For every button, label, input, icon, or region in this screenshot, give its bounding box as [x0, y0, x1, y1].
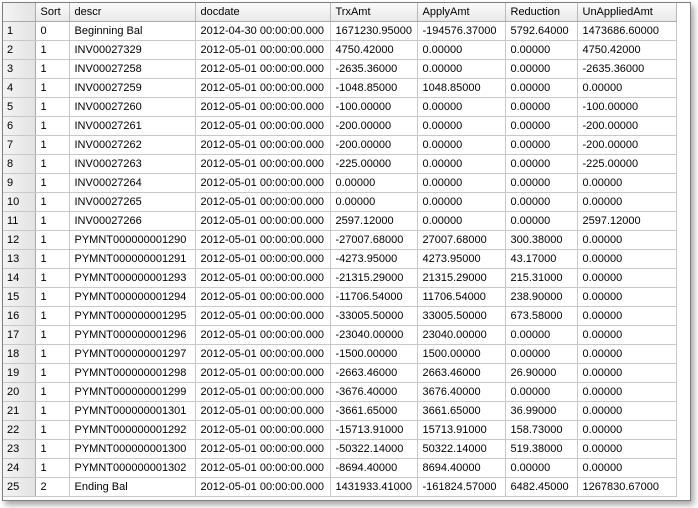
- sort-cell[interactable]: 1: [35, 250, 69, 269]
- table-row[interactable]: [3, 60, 676, 79]
- applyamt-cell[interactable]: 4273.95000: [417, 250, 505, 269]
- descr-cell[interactable]: Beginning Bal: [69, 22, 195, 41]
- row-number[interactable]: 20: [3, 383, 35, 402]
- applyamt-cell[interactable]: 3676.40000: [417, 383, 505, 402]
- reduction-cell[interactable]: 26.90000: [505, 364, 577, 383]
- descr-cell[interactable]: PYMNT000000001292: [69, 421, 195, 440]
- descr-cell[interactable]: PYMNT000000001301: [69, 402, 195, 421]
- sort-cell[interactable]: 1: [35, 421, 69, 440]
- table-row[interactable]: [3, 193, 676, 212]
- table-row[interactable]: [3, 288, 676, 307]
- reduction-cell[interactable]: 0.00000: [505, 60, 577, 79]
- docdate-cell[interactable]: 2012-05-01 00:00:00.000: [195, 231, 330, 250]
- sort-cell[interactable]: 1: [35, 402, 69, 421]
- column-header-reduction[interactable]: Reduction: [505, 3, 577, 22]
- trxamt-cell[interactable]: -2635.36000: [330, 60, 417, 79]
- descr-cell[interactable]: INV00027266: [69, 212, 195, 231]
- sort-cell[interactable]: 1: [35, 345, 69, 364]
- applyamt-cell[interactable]: 0.00000: [417, 212, 505, 231]
- trxamt-cell[interactable]: 2597.12000: [330, 212, 417, 231]
- trxamt-cell[interactable]: -21315.29000: [330, 269, 417, 288]
- unappliedamt-cell[interactable]: 0.00000: [577, 440, 676, 459]
- docdate-cell[interactable]: 2012-05-01 00:00:00.000: [195, 269, 330, 288]
- row-number[interactable]: 3: [3, 60, 35, 79]
- descr-cell[interactable]: PYMNT000000001290: [69, 231, 195, 250]
- descr-cell[interactable]: PYMNT000000001300: [69, 440, 195, 459]
- header-row: [3, 3, 676, 22]
- unappliedamt-cell[interactable]: 0.00000: [577, 345, 676, 364]
- unappliedamt-cell[interactable]: -2635.36000: [577, 60, 676, 79]
- unappliedamt-cell[interactable]: -225.00000: [577, 155, 676, 174]
- sort-cell[interactable]: 1: [35, 364, 69, 383]
- applyamt-cell[interactable]: 21315.29000: [417, 269, 505, 288]
- docdate-cell[interactable]: 2012-05-01 00:00:00.000: [195, 98, 330, 117]
- unappliedamt-cell[interactable]: 0.00000: [577, 250, 676, 269]
- column-header-trxamt[interactable]: TrxAmt: [330, 3, 417, 22]
- table-row[interactable]: [3, 41, 676, 60]
- docdate-cell[interactable]: 2012-05-01 00:00:00.000: [195, 155, 330, 174]
- applyamt-cell[interactable]: 0.00000: [417, 117, 505, 136]
- table-row[interactable]: [3, 136, 676, 155]
- descr-cell[interactable]: PYMNT000000001302: [69, 459, 195, 478]
- unappliedamt-cell[interactable]: 2597.12000: [577, 212, 676, 231]
- grid-body: [3, 22, 676, 497]
- reduction-cell[interactable]: 519.38000: [505, 440, 577, 459]
- trxamt-cell[interactable]: -200.00000: [330, 117, 417, 136]
- docdate-cell[interactable]: 2012-05-01 00:00:00.000: [195, 307, 330, 326]
- sort-cell[interactable]: 1: [35, 136, 69, 155]
- reduction-cell[interactable]: 0.00000: [505, 41, 577, 60]
- docdate-cell[interactable]: 2012-05-01 00:00:00.000: [195, 459, 330, 478]
- row-number[interactable]: 22: [3, 421, 35, 440]
- unappliedamt-cell[interactable]: 0.00000: [577, 326, 676, 345]
- table-row[interactable]: [3, 269, 676, 288]
- table-row[interactable]: [3, 440, 676, 459]
- row-number[interactable]: 4: [3, 79, 35, 98]
- unappliedamt-cell[interactable]: 0.00000: [577, 288, 676, 307]
- descr-cell[interactable]: INV00027261: [69, 117, 195, 136]
- trxamt-cell[interactable]: -15713.91000: [330, 421, 417, 440]
- corner-cell[interactable]: [3, 3, 35, 22]
- docdate-cell[interactable]: 2012-05-01 00:00:00.000: [195, 364, 330, 383]
- applyamt-cell[interactable]: 1500.00000: [417, 345, 505, 364]
- unappliedamt-cell[interactable]: 0.00000: [577, 193, 676, 212]
- unappliedamt-cell[interactable]: -200.00000: [577, 136, 676, 155]
- sort-cell[interactable]: 0: [35, 22, 69, 41]
- sort-cell[interactable]: 1: [35, 326, 69, 345]
- table-row[interactable]: [3, 345, 676, 364]
- descr-cell[interactable]: PYMNT000000001299: [69, 383, 195, 402]
- docdate-cell[interactable]: 2012-05-01 00:00:00.000: [195, 478, 330, 497]
- descr-cell[interactable]: PYMNT000000001293: [69, 269, 195, 288]
- docdate-cell[interactable]: 2012-05-01 00:00:00.000: [195, 345, 330, 364]
- row-number[interactable]: 10: [3, 193, 35, 212]
- unappliedamt-cell[interactable]: 0.00000: [577, 174, 676, 193]
- row-number[interactable]: 19: [3, 364, 35, 383]
- table-row[interactable]: [3, 250, 676, 269]
- row-number[interactable]: 11: [3, 212, 35, 231]
- sort-cell[interactable]: 1: [35, 155, 69, 174]
- docdate-cell[interactable]: 2012-05-01 00:00:00.000: [195, 136, 330, 155]
- unappliedamt-cell[interactable]: 0.00000: [577, 421, 676, 440]
- docdate-cell[interactable]: 2012-05-01 00:00:00.000: [195, 288, 330, 307]
- descr-cell[interactable]: INV00027258: [69, 60, 195, 79]
- reduction-cell[interactable]: 0.00000: [505, 193, 577, 212]
- table-row[interactable]: [3, 79, 676, 98]
- docdate-cell[interactable]: 2012-05-01 00:00:00.000: [195, 212, 330, 231]
- trxamt-cell[interactable]: -33005.50000: [330, 307, 417, 326]
- descr-cell[interactable]: PYMNT000000001297: [69, 345, 195, 364]
- trxamt-cell[interactable]: -1500.00000: [330, 345, 417, 364]
- trxamt-cell[interactable]: -100.00000: [330, 98, 417, 117]
- column-header-descr[interactable]: descr: [69, 3, 195, 22]
- docdate-cell[interactable]: 2012-05-01 00:00:00.000: [195, 79, 330, 98]
- reduction-cell[interactable]: 43.17000: [505, 250, 577, 269]
- descr-cell[interactable]: PYMNT000000001298: [69, 364, 195, 383]
- sort-cell[interactable]: 1: [35, 383, 69, 402]
- table-row[interactable]: [3, 22, 676, 41]
- column-header-applyamt[interactable]: ApplyAmt: [417, 3, 505, 22]
- sort-cell[interactable]: 1: [35, 98, 69, 117]
- row-number[interactable]: 21: [3, 402, 35, 421]
- row-number[interactable]: 17: [3, 326, 35, 345]
- column-header-unappliedamt[interactable]: UnAppliedAmt: [577, 3, 676, 22]
- row-number[interactable]: 16: [3, 307, 35, 326]
- applyamt-cell[interactable]: 8694.40000: [417, 459, 505, 478]
- row-number[interactable]: 9: [3, 174, 35, 193]
- row-number[interactable]: 25: [3, 478, 35, 497]
- applyamt-cell[interactable]: 0.00000: [417, 136, 505, 155]
- trxamt-cell[interactable]: -3676.40000: [330, 383, 417, 402]
- applyamt-cell[interactable]: 0.00000: [417, 155, 505, 174]
- applyamt-cell[interactable]: 27007.68000: [417, 231, 505, 250]
- descr-cell[interactable]: INV00027329: [69, 41, 195, 60]
- applyamt-cell[interactable]: 0.00000: [417, 41, 505, 60]
- docdate-cell[interactable]: 2012-05-01 00:00:00.000: [195, 60, 330, 79]
- table-row[interactable]: [3, 231, 676, 250]
- row-number[interactable]: 1: [3, 22, 35, 41]
- table-row[interactable]: [3, 421, 676, 440]
- docdate-cell[interactable]: 2012-05-01 00:00:00.000: [195, 117, 330, 136]
- unappliedamt-cell[interactable]: 0.00000: [577, 459, 676, 478]
- row-number[interactable]: 2: [3, 41, 35, 60]
- docdate-cell[interactable]: 2012-05-01 00:00:00.000: [195, 440, 330, 459]
- unappliedamt-cell[interactable]: 4750.42000: [577, 41, 676, 60]
- table-row[interactable]: [3, 117, 676, 136]
- sort-cell[interactable]: 1: [35, 269, 69, 288]
- descr-cell[interactable]: INV00027262: [69, 136, 195, 155]
- docdate-cell[interactable]: 2012-05-01 00:00:00.000: [195, 250, 330, 269]
- results-grid: [3, 3, 677, 497]
- applyamt-cell[interactable]: 0.00000: [417, 60, 505, 79]
- column-header-docdate[interactable]: docdate: [195, 3, 330, 22]
- reduction-cell[interactable]: 6482.45000: [505, 478, 577, 497]
- sort-cell[interactable]: 1: [35, 79, 69, 98]
- row-number[interactable]: 12: [3, 231, 35, 250]
- sort-cell[interactable]: 1: [35, 440, 69, 459]
- table-row[interactable]: [3, 212, 676, 231]
- unappliedamt-cell[interactable]: -200.00000: [577, 117, 676, 136]
- unappliedamt-cell[interactable]: 0.00000: [577, 364, 676, 383]
- sort-cell[interactable]: 1: [35, 212, 69, 231]
- reduction-cell[interactable]: 0.00000: [505, 212, 577, 231]
- trxamt-cell[interactable]: -1048.85000: [330, 79, 417, 98]
- reduction-cell[interactable]: 300.38000: [505, 231, 577, 250]
- reduction-cell[interactable]: 238.90000: [505, 288, 577, 307]
- row-number[interactable]: 7: [3, 136, 35, 155]
- reduction-cell[interactable]: 673.58000: [505, 307, 577, 326]
- table-row[interactable]: [3, 98, 676, 117]
- applyamt-cell[interactable]: 33005.50000: [417, 307, 505, 326]
- sort-cell[interactable]: 1: [35, 459, 69, 478]
- sort-cell[interactable]: 1: [35, 41, 69, 60]
- sort-cell[interactable]: 1: [35, 60, 69, 79]
- applyamt-cell[interactable]: 11706.54000: [417, 288, 505, 307]
- table-row[interactable]: [3, 459, 676, 478]
- trxamt-cell[interactable]: 4750.42000: [330, 41, 417, 60]
- descr-cell[interactable]: INV00027265: [69, 193, 195, 212]
- descr-cell[interactable]: INV00027263: [69, 155, 195, 174]
- sort-cell[interactable]: 1: [35, 231, 69, 250]
- trxamt-cell[interactable]: -8694.40000: [330, 459, 417, 478]
- unappliedamt-cell[interactable]: 0.00000: [577, 402, 676, 421]
- trxamt-cell[interactable]: -2663.46000: [330, 364, 417, 383]
- unappliedamt-cell[interactable]: 0.00000: [577, 383, 676, 402]
- descr-cell[interactable]: Ending Bal: [69, 478, 195, 497]
- unappliedamt-cell[interactable]: 0.00000: [577, 79, 676, 98]
- docdate-cell[interactable]: 2012-05-01 00:00:00.000: [195, 174, 330, 193]
- reduction-cell[interactable]: 0.00000: [505, 98, 577, 117]
- reduction-cell[interactable]: 0.00000: [505, 117, 577, 136]
- docdate-cell[interactable]: 2012-04-30 00:00:00.000: [195, 22, 330, 41]
- trxamt-cell[interactable]: 1431933.41000: [330, 478, 417, 497]
- reduction-cell[interactable]: 0.00000: [505, 155, 577, 174]
- reduction-cell[interactable]: 0.00000: [505, 383, 577, 402]
- row-number[interactable]: 14: [3, 269, 35, 288]
- trxamt-cell[interactable]: -11706.54000: [330, 288, 417, 307]
- unappliedamt-cell[interactable]: 1267830.67000: [577, 478, 676, 497]
- descr-cell[interactable]: PYMNT000000001295: [69, 307, 195, 326]
- table-row[interactable]: [3, 326, 676, 345]
- sort-cell[interactable]: 1: [35, 193, 69, 212]
- trxamt-cell[interactable]: -3661.65000: [330, 402, 417, 421]
- table-row[interactable]: [3, 364, 676, 383]
- unappliedamt-cell[interactable]: 1473686.60000: [577, 22, 676, 41]
- sort-cell[interactable]: 1: [35, 288, 69, 307]
- trxamt-cell[interactable]: -27007.68000: [330, 231, 417, 250]
- trxamt-cell[interactable]: -50322.14000: [330, 440, 417, 459]
- applyamt-cell[interactable]: 0.00000: [417, 193, 505, 212]
- applyamt-cell[interactable]: 23040.00000: [417, 326, 505, 345]
- applyamt-cell[interactable]: 0.00000: [417, 174, 505, 193]
- trxamt-cell[interactable]: -225.00000: [330, 155, 417, 174]
- unappliedamt-cell[interactable]: 0.00000: [577, 231, 676, 250]
- sort-cell[interactable]: 1: [35, 174, 69, 193]
- reduction-cell[interactable]: 0.00000: [505, 459, 577, 478]
- table-row[interactable]: [3, 307, 676, 326]
- unappliedamt-cell[interactable]: -100.00000: [577, 98, 676, 117]
- applyamt-cell[interactable]: 0.00000: [417, 98, 505, 117]
- reduction-cell[interactable]: 0.00000: [505, 136, 577, 155]
- reduction-cell[interactable]: 215.31000: [505, 269, 577, 288]
- trxamt-cell[interactable]: -4273.95000: [330, 250, 417, 269]
- descr-cell[interactable]: PYMNT000000001291: [69, 250, 195, 269]
- applyamt-cell[interactable]: 3661.65000: [417, 402, 505, 421]
- descr-cell[interactable]: INV00027259: [69, 79, 195, 98]
- descr-cell[interactable]: INV00027264: [69, 174, 195, 193]
- docdate-cell[interactable]: 2012-05-01 00:00:00.000: [195, 326, 330, 345]
- row-number[interactable]: 18: [3, 345, 35, 364]
- descr-cell[interactable]: INV00027260: [69, 98, 195, 117]
- results-grid-frame: [2, 2, 691, 501]
- row-number[interactable]: 23: [3, 440, 35, 459]
- reduction-cell[interactable]: 5792.64000: [505, 22, 577, 41]
- row-number[interactable]: 15: [3, 288, 35, 307]
- reduction-cell[interactable]: 0.00000: [505, 326, 577, 345]
- trxamt-cell[interactable]: 0.00000: [330, 174, 417, 193]
- reduction-cell[interactable]: 0.00000: [505, 174, 577, 193]
- row-number[interactable]: 13: [3, 250, 35, 269]
- trxamt-cell[interactable]: 0.00000: [330, 193, 417, 212]
- applyamt-cell[interactable]: 1048.85000: [417, 79, 505, 98]
- sort-cell[interactable]: 1: [35, 307, 69, 326]
- applyamt-cell[interactable]: 50322.14000: [417, 440, 505, 459]
- docdate-cell[interactable]: 2012-05-01 00:00:00.000: [195, 193, 330, 212]
- table-row[interactable]: [3, 478, 676, 497]
- reduction-cell[interactable]: 0.00000: [505, 345, 577, 364]
- docdate-cell[interactable]: 2012-05-01 00:00:00.000: [195, 383, 330, 402]
- column-header-sort[interactable]: Sort: [35, 3, 69, 22]
- table-row[interactable]: [3, 383, 676, 402]
- applyamt-cell[interactable]: -161824.57000: [417, 478, 505, 497]
- sort-cell[interactable]: 1: [35, 117, 69, 136]
- table-row[interactable]: [3, 174, 676, 193]
- applyamt-cell[interactable]: 15713.91000: [417, 421, 505, 440]
- descr-cell[interactable]: PYMNT000000001294: [69, 288, 195, 307]
- trxamt-cell[interactable]: -23040.00000: [330, 326, 417, 345]
- row-number[interactable]: 8: [3, 155, 35, 174]
- reduction-cell[interactable]: 0.00000: [505, 79, 577, 98]
- docdate-cell[interactable]: 2012-05-01 00:00:00.000: [195, 421, 330, 440]
- table-row[interactable]: [3, 155, 676, 174]
- sort-cell[interactable]: 2: [35, 478, 69, 497]
- docdate-cell[interactable]: 2012-05-01 00:00:00.000: [195, 41, 330, 60]
- row-number[interactable]: 5: [3, 98, 35, 117]
- reduction-cell[interactable]: 158.73000: [505, 421, 577, 440]
- unappliedamt-cell[interactable]: 0.00000: [577, 307, 676, 326]
- docdate-cell[interactable]: 2012-05-01 00:00:00.000: [195, 402, 330, 421]
- table-row[interactable]: [3, 402, 676, 421]
- unappliedamt-cell[interactable]: 0.00000: [577, 269, 676, 288]
- applyamt-cell[interactable]: -194576.37000: [417, 22, 505, 41]
- reduction-cell[interactable]: 36.99000: [505, 402, 577, 421]
- descr-cell[interactable]: PYMNT000000001296: [69, 326, 195, 345]
- row-number[interactable]: 24: [3, 459, 35, 478]
- trxamt-cell[interactable]: -200.00000: [330, 136, 417, 155]
- row-number[interactable]: 6: [3, 117, 35, 136]
- trxamt-cell[interactable]: 1671230.95000: [330, 22, 417, 41]
- applyamt-cell[interactable]: 2663.46000: [417, 364, 505, 383]
